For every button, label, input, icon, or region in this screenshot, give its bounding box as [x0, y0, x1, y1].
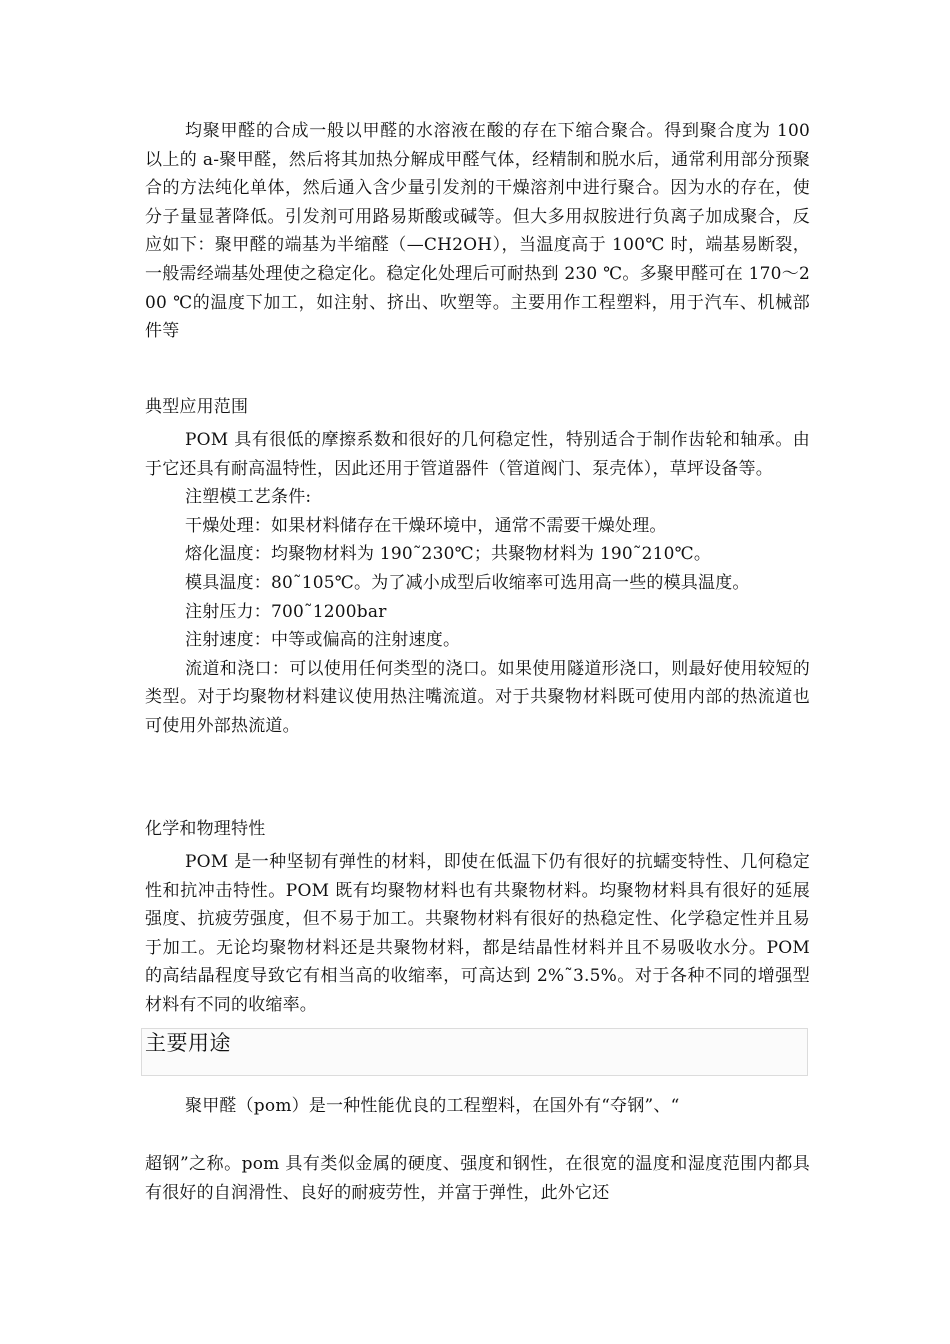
properties-heading: 化学和物理特性 — [145, 819, 266, 839]
application-heading: 典型应用范围 — [145, 397, 249, 417]
molding-conditions-title: 注塑模工艺条件: — [185, 487, 312, 508]
main-uses-line1: 聚甲醛（pom）是一种性能优良的工程塑料，在国外有“夺钢”、“ — [185, 1096, 680, 1116]
drying-condition: 干燥处理：如果材料储存在干燥环境中，通常不需要干燥处理。 — [185, 515, 667, 536]
properties-section — [145, 815, 810, 844]
main-uses-paragraph: 超钢”之称。pom 具有类似金属的硬度、强度和钢性，在很宽的温度和湿度范围内都具有很好的自润滑性、良好的耐疲劳性，并富于弹性，此外它还 — [145, 1154, 810, 1203]
application-section — [145, 393, 810, 422]
properties-paragraph: POM 是一种坚韧有弹性的材料，即使在低温下仍有很好的抗蠕变特性、几何稳定性和抗冲击特性。POM 既有均聚物材料也有共聚物材料。均聚物材料具有很好的延展强度、抗疲劳强度，但不易于加工。共聚物材料有很好的热稳定性、化学稳定性并且易于加工。无论均聚物材料还是共聚物材料，都是结晶性材料并且不易吸收水分。POM 的高结晶程度导致它有相当高的收缩率，可高达到 2%˜3.5%。对于各种不同的增强型材料有不同的收缩率。 — [145, 852, 810, 1015]
main-uses-heading: 主要用途 — [145, 1031, 231, 1055]
melt-temperature: 熔化温度：均聚物材料为 190˜230℃；共聚物材料为 190˜210℃。 — [185, 544, 712, 565]
main-uses-heading-box — [141, 1028, 808, 1076]
application-paragraph: POM 具有很低的摩擦系数和很好的几何稳定性，特别适合于制作齿轮和轴承。由于它还具有耐高温特性，因此还用于管道器件（管道阀门、泵壳体），草坪设备等。 — [145, 430, 810, 479]
main-uses-first-line — [145, 1092, 810, 1121]
application-body — [145, 426, 810, 741]
properties-body — [145, 848, 810, 1020]
mold-temperature: 模具温度：80˜105℃。为了减小成型后收缩率可选用高一些的模具温度。 — [185, 572, 750, 593]
injection-pressure: 注射压力：700˜1200bar — [185, 601, 387, 622]
injection-speed: 注射速度：中等或偏高的注射速度。 — [185, 630, 461, 651]
main-uses-body — [145, 1150, 810, 1207]
synthesis-section — [145, 117, 810, 346]
synthesis-paragraph: 均聚甲醛的合成一般以甲醛的水溶液在酸的存在下缩合聚合。得到聚合度为 100 以上的 a-聚甲醛，然后将其加热分解成甲醛气体，经精制和脱水后，通常利用部分预聚合的方法纯化单体，然后通入含少量引发剂的干燥溶剂中进行聚合。因为水的存在，使分子量显著降低。引发剂可用路易斯酸或碱等。但大多用叔胺进行负离子加成聚合，反应如下：聚甲醛的端基为半缩醛（—CH2OH），当温度高于 100℃ 时，端基易断裂，一般需经端基处理使之稳定化。稳定化处理后可耐热到 230 ℃。多聚甲醛可在 170～200 ℃的温度下加工，如注射、挤出、吹塑等。主要用作工程塑料，用于汽车、机械部件等 — [145, 121, 810, 342]
runner-and-gate: 流道和浇口：可以使用任何类型的浇口。如果使用隧道形浇口，则最好使用较短的类型。对于均聚物材料建议使用热注嘴流道。对于共聚物材料既可使用内部的热流道也可使用外部热流道。 — [145, 658, 810, 736]
